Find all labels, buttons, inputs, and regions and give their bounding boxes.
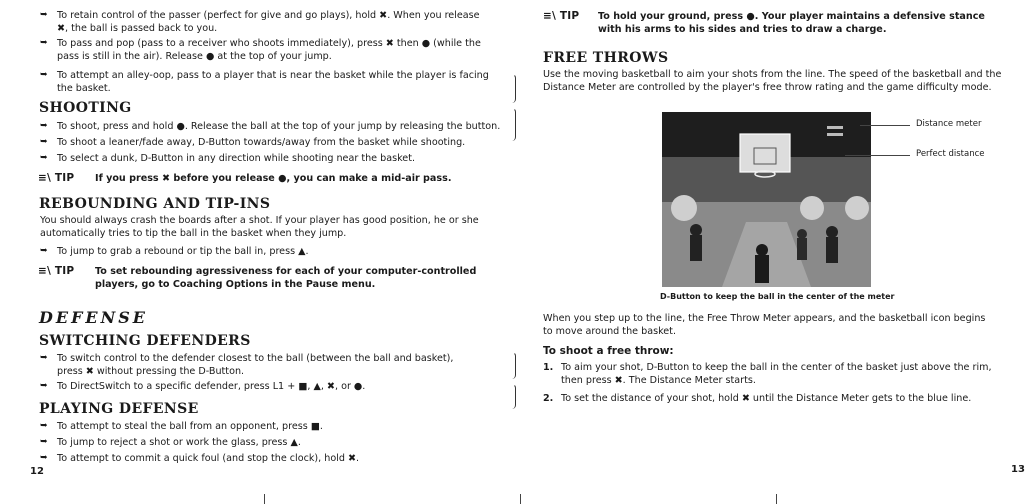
bullet-arrow-icon: ➥ [40, 153, 48, 163]
defense-heading: DEFENSE [39, 308, 148, 327]
ea-tip-icon: ≡\ TIP [38, 172, 75, 184]
bullet-arrow-icon: ➥ [40, 70, 48, 80]
rebounding-heading: REBOUNDING AND TIP-INS [39, 196, 271, 212]
switching-heading: SWITCHING DEFENDERS [39, 333, 251, 349]
ea-tip-icon: ≡\ TIP [543, 10, 580, 22]
crop-mark [776, 494, 777, 504]
arena-illustration [662, 112, 871, 287]
free-throw-step-2: 2. To set the distance of your shot, hold ✖ until the Distance Meter gets to the blue line. [543, 393, 972, 404]
defense-tip: ≡\ TIP To hold your ground, press ●. Your player maintains a defensive stance with his arms to his sides and tries to draw a charge. [543, 10, 985, 35]
playing-bullet-3: ➥ To attempt to commit a quick foul (and stop the clock), hold ✖. [40, 453, 360, 464]
crop-mark [264, 494, 265, 504]
bullet-arrow-icon: ➥ [40, 137, 48, 147]
free-throw-screenshot [662, 112, 871, 287]
callout-line-perfect [845, 155, 910, 156]
screenshot-caption: D-Button to keep the ball in the center of the meter [660, 292, 895, 301]
bullet-arrow-icon: ➥ [40, 10, 48, 20]
callout-perfect-distance: Perfect distance [916, 149, 985, 159]
callout-line-distance [860, 125, 910, 126]
shooting-tip: ≡\ TIP If you press ✖ before you release ●, you can make a mid-air pass. [38, 172, 452, 184]
rebounding-bullet-1: ➥ To jump to grab a rebound or tip the ball in, press ▲. [40, 246, 309, 257]
bullet-arrow-icon: ➥ [40, 38, 48, 48]
bullet-arrow-icon: ➥ [40, 381, 48, 391]
page-number-right: 13 [1011, 464, 1025, 475]
callout-distance-meter: Distance meter [916, 119, 982, 129]
crop-mark [520, 494, 521, 504]
free-throw-step-1: 1. To aim your shot, D-Button to keep the ball in the center of the basket just above the rim, then press ✖. The Distance Meter starts. [543, 362, 992, 386]
page-number-left: 12 [30, 466, 44, 477]
left-page [0, 0, 511, 504]
offense-bullet-1: ➥ To retain control of the passer (perfect for give and go plays), hold ✖. When you release ✖, the ball is passed back to you. [40, 10, 480, 34]
free-throws-text: Use the moving basketball to aim your shots from the line. The speed of the basketball and the Distance Meter are controlled by the player's free throw rating and the game difficulty mode. [543, 69, 1002, 93]
bullet-arrow-icon: ➥ [40, 121, 48, 131]
rebounding-tip: ≡\ TIP To set rebounding agressiveness for each of your computer-controlled players, go to Coaching Options in the Pause menu. [38, 265, 477, 290]
shoot-free-throw-subheading: To shoot a free throw: [543, 345, 674, 357]
bullet-arrow-icon: ➥ [40, 437, 48, 447]
offense-bullet-2: ➥ To pass and pop (pass to a receiver who shoots immediately), press ✖ then ● (while the pass is still in the air). Release ● at the top of your jump. [40, 38, 481, 62]
ea-tip-icon: ≡\ TIP [38, 265, 75, 277]
offense-bullet-3: ➥ To attempt an alley-oop, pass to a player that is near the basket while the player is facing the basket. [40, 70, 489, 94]
free-throw-meter-text: When you step up to the line, the Free Throw Meter appears, and the basketball icon begins to move around the basket. [543, 313, 986, 337]
playing-defense-heading: PLAYING DEFENSE [39, 401, 199, 417]
bullet-arrow-icon: ➥ [40, 453, 48, 463]
shooting-bullet-3: ➥ To select a dunk, D-Button in any direction while shooting near the basket. [40, 153, 416, 164]
bullet-arrow-icon: ➥ [40, 353, 48, 363]
free-throws-heading: FREE THROWS [543, 50, 669, 66]
rebounding-text: You should always crash the boards after a shot. If your player has good position, he or she automatically tries to tip the ball in the basket when they jump. [40, 215, 479, 239]
bullet-arrow-icon: ➥ [40, 421, 48, 431]
right-page [511, 0, 1025, 504]
switching-bullet-1: ➥ To switch control to the defender closest to the ball (between the ball and basket), press ✖ without pressing the D-Button. [40, 353, 454, 377]
playing-bullet-1: ➥ To attempt to steal the ball from an opponent, press ■. [40, 421, 323, 432]
bullet-arrow-icon: ➥ [40, 246, 48, 256]
shooting-bullet-1: ➥ To shoot, press and hold ●. Release the ball at the top of your jump by releasing the button. [40, 121, 501, 132]
shooting-bullet-2: ➥ To shoot a leaner/fade away, D-Button towards/away from the basket while shooting. [40, 137, 466, 148]
switching-bullet-2: ➥ To DirectSwitch to a specific defender, press L1 + ■, ▲, ✖, or ●. [40, 381, 366, 392]
playing-bullet-2: ➥ To jump to reject a shot or work the glass, press ▲. [40, 437, 301, 448]
shooting-heading: SHOOTING [39, 100, 132, 116]
